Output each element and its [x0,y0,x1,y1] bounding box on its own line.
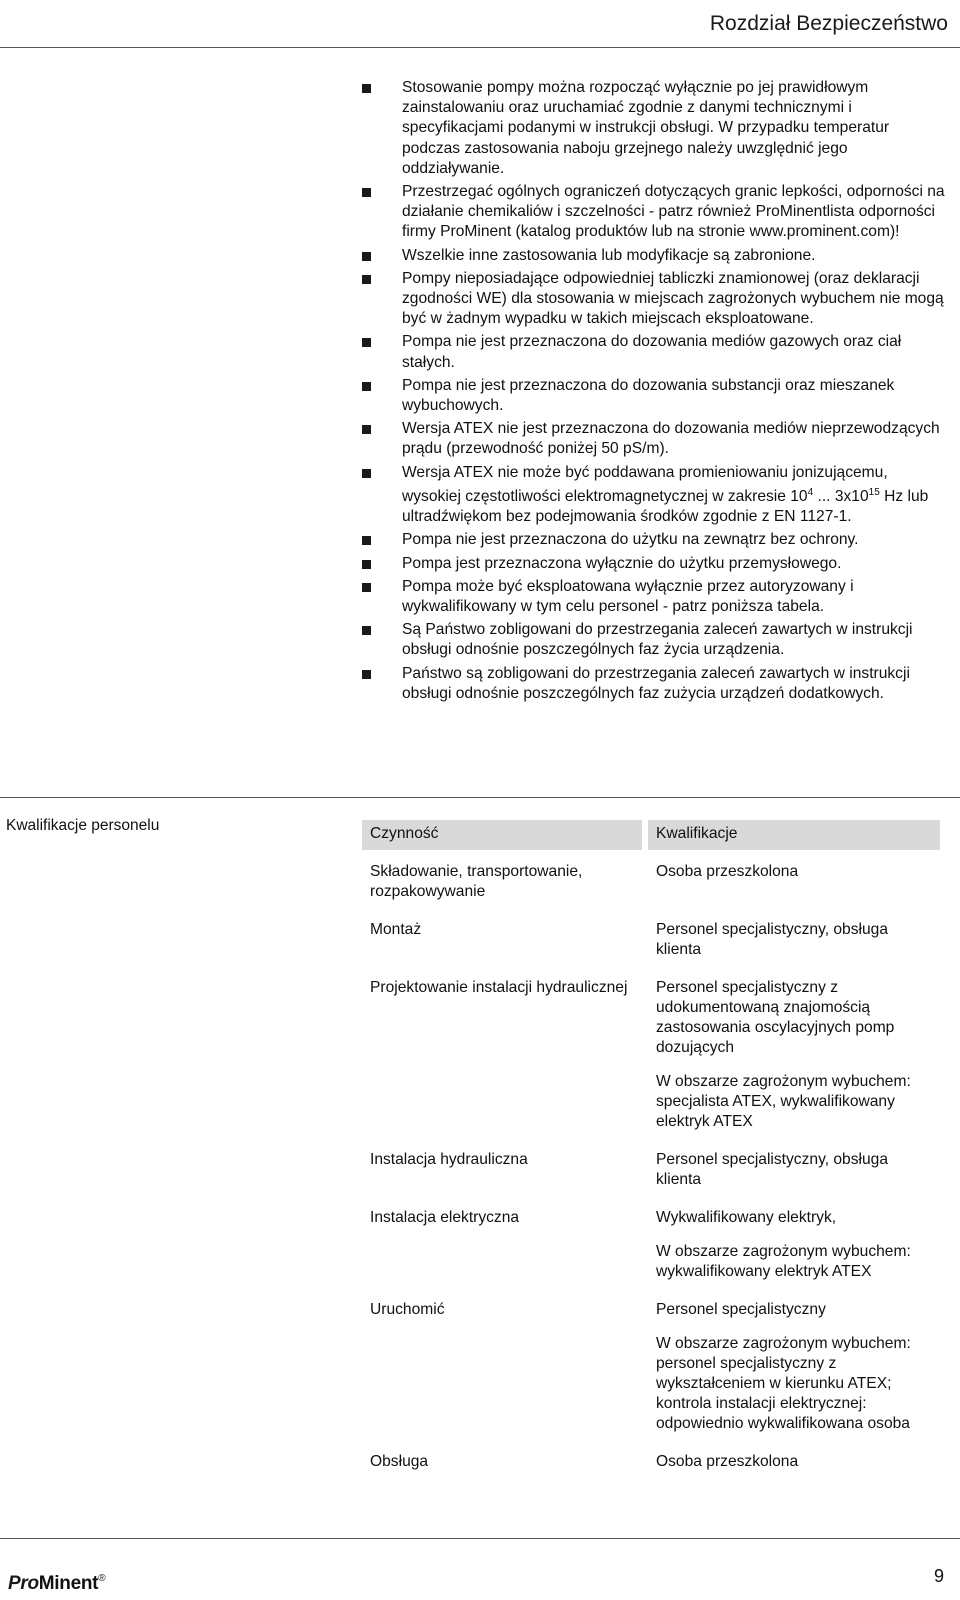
activity-cell: Instalacja elektryczna [370,1209,520,1226]
square-bullet-icon [362,382,371,391]
qualifications-cell [648,1294,940,1440]
list-item [355,530,945,550]
square-bullet-icon [362,583,371,592]
list-item [355,554,945,574]
qualification-text: W obszarze zagrożonym wybuchem: personel specjalistyczny z wykształceniem w kierunku ATEX; kontrola instalacji elektrycznej: odpowiednio wykwalifikowana osoba [656,1335,911,1432]
column-header-activity: Czynność [362,820,642,850]
superscript-exponent: 15 [868,486,880,498]
list-item [355,246,945,266]
header-divider [0,47,960,48]
qualifications-cell [648,914,940,966]
table-row [362,856,940,908]
table-row [362,1446,940,1478]
square-bullet-icon [362,252,371,261]
column-header-qualifications: Kwalifikacje [648,820,940,850]
list-item-text: Wersja ATEX nie jest przeznaczona do dozowania mediów nieprzewodzących prądu (przewodność poniżej 50 pS/m). [402,420,940,458]
prominent-logo: ProMinent® [8,1573,106,1594]
list-item-text: Wersja ATEX nie może być poddawana promieniowaniu jonizującemu, wysokiej częstotliwości elektromagnetycznej w zakresie 10 [402,463,888,506]
footer-divider [0,1538,960,1539]
activity-cell: Obsługa [370,1453,429,1470]
list-item-text: Państwo są zobligowani do przestrzegania zaleceń zawartych w instrukcji obsługi odnośnie poszczególnych faz zużycia urządzeń dodatkowych. [402,664,910,702]
qualifications-cell [648,1144,940,1196]
section-header-title: Rozdział Bezpieczeństwo [709,12,948,35]
square-bullet-icon [362,275,371,284]
qualification-text: Personel specjalistyczny, obsługa klienta [656,921,889,958]
list-item [355,332,945,372]
table-header-row [362,820,940,850]
qualifications-cell [648,1202,940,1288]
qualification-text: Personel specjalistyczny, obsługa klienta [656,1151,889,1188]
table-row [362,914,940,966]
qualification-text: Osoba przeszkolona [656,863,799,880]
list-item-text: Pompa nie jest przeznaczona do dozowania mediów gazowych oraz ciał stałych. [402,333,902,371]
list-item-text: Pompa jest przeznaczona wyłącznie do użytku przemysłowego. [402,554,842,572]
list-item [355,376,945,416]
square-bullet-icon [362,626,371,635]
list-item-text: Pompa nie jest przeznaczona do użytku na zewnątrz bez ochrony. [402,531,859,549]
square-bullet-icon [362,425,371,434]
table-row [362,1202,940,1288]
page-number: 9 [933,1566,944,1586]
list-item-text: ... 3x10 [813,488,869,506]
activity-cell: Projektowanie instalacji hydraulicznej [370,979,628,996]
list-item-text: Pompa nie jest przeznaczona do dozowania substancji oraz mieszanek wybuchowych. [402,376,895,415]
list-item [355,620,945,660]
list-item [355,269,945,330]
qualifications-cell [648,1446,940,1478]
list-item [355,577,945,617]
qualification-text: Osoba przeszkolona [656,1453,799,1470]
qualification-text: W obszarze zagrożonym wybuchem: wykwalifikowany elektryk ATEX [656,1243,911,1280]
activity-cell: Składowanie, transportowanie, rozpakowywanie [370,863,583,900]
square-bullet-icon [362,560,371,569]
qualifications-cell [648,856,940,908]
table-row [362,1294,940,1440]
list-item [355,78,945,179]
list-item-text: Pompy nieposiadające odpowiedniej tabliczki znamionowej (oraz deklaracji zgodności WE) dla stosowania w miejscach zagrożonych wybuchem nie mogą być w żadnym wypadku w takich miejscach eksploatowane. [402,269,944,328]
safety-bullet-list [355,78,945,707]
superscript-exponent: 4 [807,486,814,498]
qualifications-cell [648,972,940,1138]
qualification-text: Personel specjalistyczny z udokumentowaną znajomością zastosowania oscylacyjnych pomp dozujących [656,979,895,1056]
list-item [355,182,945,243]
qualification-text: W obszarze zagrożonym wybuchem: specjalista ATEX, wykwalifikowany elektryk ATEX [656,1073,911,1130]
list-item [355,664,945,704]
list-item [355,463,945,528]
activity-cell: Montaż [370,921,422,938]
list-item-text: Przestrzegać ogólnych ograniczeń dotyczących granic lepkości, odporności na działanie chemikaliów i szczelności - patrz również ProMinentlista odporności firmy ProMinent (katalog produktów lub na stronie www.prominent.com)! [402,183,945,241]
square-bullet-icon [362,188,371,197]
square-bullet-icon [362,536,371,545]
qualification-text: Personel specjalistyczny [656,1301,826,1318]
table-row [362,972,940,1138]
activity-cell: Instalacja hydrauliczna [370,1151,528,1168]
square-bullet-icon [362,469,371,478]
list-item-text: Pompa może być eksploatowana wyłącznie przez autoryzowany i wykwalifikowany w tym celu personel - patrz poniższa tabela. [402,577,854,616]
qualification-text: Wykwalifikowany elektryk, [656,1209,837,1226]
list-item-text: Stosowanie pompy można rozpocząć wyłącznie po jej prawidłowym zainstalowaniu oraz uruchamiać zgodnie z danymi technicznymi i specyfikacjami podanymi w instrukcji obsługi. W przypadku temperatur podczas zastosowania naboju grzejnego należy uwzględnić jego oddziaływanie. [402,79,890,177]
table-body [362,856,940,1478]
section-divider [0,797,960,798]
section-label: Kwalifikacje personelu [6,817,160,834]
list-item-text: Hz lub ultradźwiękom bez podejmowania środków zgodnie z EN 1127-1. [402,488,929,526]
square-bullet-icon [362,670,371,679]
qualifications-table [362,820,940,1478]
table-row [362,1144,940,1196]
square-bullet-icon [362,338,371,347]
activity-cell: Uruchomić [370,1301,445,1318]
list-item [355,419,945,459]
list-item-text: Są Państwo zobligowani do przestrzegania zaleceń zawartych w instrukcji obsługi odnośnie poszczególnych faz życia urządzenia. [402,621,913,659]
square-bullet-icon [362,84,371,93]
list-item-text: Wszelkie inne zastosowania lub modyfikacje są zabronione. [402,246,816,264]
